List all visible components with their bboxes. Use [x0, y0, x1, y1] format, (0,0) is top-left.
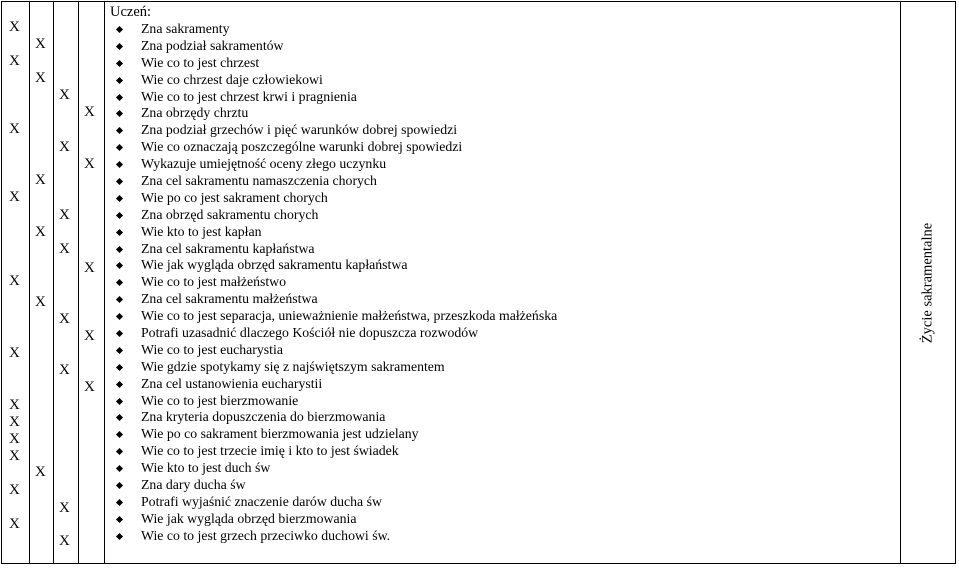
list-item-text: Wie co to jest małżeństwo: [141, 274, 287, 290]
diamond-bullet-icon: [116, 212, 123, 219]
x-mark: X: [9, 448, 20, 464]
column-divider: [29, 1, 30, 564]
diamond-bullet-icon: [116, 431, 123, 438]
diamond-bullet-icon: [116, 296, 123, 303]
list-item-text: Wie co to jest grzech przeciwko duchowi św.: [141, 527, 391, 543]
list-item-text: Zna podział grzechów i pięć warunków dobrej spowiedzi: [141, 122, 458, 138]
diamond-bullet-icon: [116, 533, 123, 540]
list-item: [110, 376, 900, 393]
x-mark: X: [59, 311, 70, 327]
list-item: [110, 325, 900, 342]
diamond-bullet-icon: [116, 229, 123, 236]
list-item: [110, 511, 900, 528]
list-item: [110, 409, 900, 426]
list-item: [110, 156, 900, 173]
list-item-text: Wie jak wygląda obrzęd sakramentu kapłaństwa: [141, 257, 408, 273]
diamond-bullet-icon: [116, 381, 123, 388]
list-item-text: Wie co to jest bierzmowanie: [141, 392, 299, 408]
list-item: [110, 173, 900, 190]
list-item: [110, 89, 900, 106]
x-mark: X: [9, 121, 20, 137]
list-item-text: Wie co to jest chrzest: [141, 54, 260, 70]
list-item-text: Wie co chrzest daje człowiekowi: [141, 71, 323, 87]
requirements-list: [110, 21, 900, 545]
list-item: [110, 122, 900, 139]
diamond-bullet-icon: [116, 195, 123, 202]
diamond-bullet-icon: [116, 43, 123, 50]
list-item-text: Wie po co sakrament bierzmowania jest udzielany: [141, 426, 419, 442]
section-label-cell: [900, 1, 956, 564]
x-mark: X: [59, 500, 70, 516]
x-mark: X: [84, 260, 95, 276]
list-item-text: Wie co to jest chrzest krwi i pragnienia: [141, 88, 357, 104]
diamond-bullet-icon: [116, 499, 123, 506]
diamond-bullet-icon: [116, 279, 123, 286]
diamond-bullet-icon: [116, 482, 123, 489]
x-mark: X: [9, 516, 20, 532]
list-item-text: Wie po co jest sakrament chorych: [141, 189, 328, 205]
list-item: [110, 342, 900, 359]
intro-label: Uczeń:: [110, 4, 152, 20]
list-item: [110, 274, 900, 291]
column-divider: [78, 1, 79, 564]
x-mark: X: [9, 345, 20, 361]
x-mark: X: [59, 241, 70, 257]
diamond-bullet-icon: [116, 77, 123, 84]
list-item: [110, 38, 900, 55]
diamond-bullet-icon: [116, 262, 123, 269]
list-item: [110, 207, 900, 224]
list-item: [110, 393, 900, 410]
diamond-bullet-icon: [116, 60, 123, 67]
list-item: [110, 190, 900, 207]
x-mark: X: [59, 139, 70, 155]
list-item: [110, 257, 900, 274]
x-mark: X: [9, 397, 20, 413]
x-mark: X: [9, 431, 20, 447]
list-item-text: Zna obrzędy chrztu: [141, 105, 249, 121]
diamond-bullet-icon: [116, 465, 123, 472]
list-item: [110, 460, 900, 477]
list-item: [110, 139, 900, 156]
x-mark: X: [35, 172, 46, 188]
requirements-cell: [110, 4, 900, 545]
section-label: Życie sakramentalne: [919, 222, 936, 343]
list-item-text: Zna cel sakramentu namaszczenia chorych: [141, 173, 377, 189]
list-item-text: Zna kryteria dopuszczenia do bierzmowania: [141, 409, 386, 425]
list-item-text: Wie co oznaczają poszczególne warunki dobrej spowiedzi: [141, 139, 463, 155]
diamond-bullet-icon: [116, 110, 123, 117]
diamond-bullet-icon: [116, 127, 123, 134]
list-item-text: Zna podział sakramentów: [141, 37, 284, 53]
list-item-text: Potrafi wyjaśnić znaczenie darów ducha św: [141, 493, 382, 509]
list-item: [110, 477, 900, 494]
list-item: [110, 494, 900, 511]
list-item: [110, 72, 900, 89]
diamond-bullet-icon: [116, 161, 123, 168]
diamond-bullet-icon: [116, 26, 123, 33]
list-item: [110, 443, 900, 460]
x-mark: X: [59, 207, 70, 223]
list-item-text: Zna cel sakramentu małżeństwa: [141, 291, 318, 307]
x-mark: X: [35, 224, 46, 240]
x-mark: X: [9, 482, 20, 498]
x-mark: X: [35, 294, 46, 310]
diamond-bullet-icon: [116, 516, 123, 523]
x-mark: X: [84, 379, 95, 395]
list-item: [110, 291, 900, 308]
diamond-bullet-icon: [116, 364, 123, 371]
diamond-bullet-icon: [116, 94, 123, 101]
list-item-text: Zna sakramenty: [141, 21, 230, 36]
list-item: [110, 241, 900, 258]
diamond-bullet-icon: [116, 398, 123, 405]
diamond-bullet-icon: [116, 313, 123, 320]
list-item-text: Potrafi uzasadnić dlaczego Kościół nie dopuszcza rozwodów: [141, 325, 479, 341]
list-item-text: Zna cel sakramentu kapłaństwa: [141, 240, 315, 256]
diamond-bullet-icon: [116, 246, 123, 253]
list-item-text: Wie co to jest eucharystia: [141, 341, 283, 357]
x-mark: X: [35, 36, 46, 52]
list-item-text: Wie co to jest separacja, unieważnienie małżeństwa, przeszkoda małżeńska: [141, 308, 558, 324]
list-item: [110, 426, 900, 443]
list-item-text: Wie kto to jest kapłan: [141, 223, 262, 239]
diamond-bullet-icon: [116, 144, 123, 151]
column-divider: [104, 1, 105, 564]
list-item: [110, 55, 900, 72]
list-item-text: Wie jak wygląda obrzęd bierzmowania: [141, 510, 357, 526]
list-item: [110, 528, 900, 545]
x-mark: X: [9, 189, 20, 205]
x-mark: X: [84, 104, 95, 120]
list-item-text: Wie gdzie spotykamy się z najświętszym sakramentem: [141, 358, 445, 374]
list-item-text: Zna obrzęd sakramentu chorych: [141, 206, 319, 222]
diamond-bullet-icon: [116, 414, 123, 421]
x-mark: X: [84, 328, 95, 344]
x-mark: X: [9, 273, 20, 289]
list-item-text: Wie kto to jest duch św: [141, 460, 271, 476]
list-item-text: Zna cel ustanowienia eucharystii: [141, 375, 323, 391]
list-item-text: Zna dary ducha św: [141, 477, 246, 493]
list-item-text: Wykazuje umiejętność oceny złego uczynku: [141, 156, 387, 172]
x-mark: X: [35, 464, 46, 480]
list-item: [110, 105, 900, 122]
diamond-bullet-icon: [116, 347, 123, 354]
diamond-bullet-icon: [116, 178, 123, 185]
x-mark: X: [9, 19, 20, 35]
column-divider: [53, 1, 54, 564]
x-mark: X: [59, 87, 70, 103]
diamond-bullet-icon: [116, 448, 123, 455]
list-item: [110, 308, 900, 325]
diamond-bullet-icon: [116, 330, 123, 337]
x-mark: X: [9, 414, 20, 430]
list-item: [110, 224, 900, 241]
x-mark: X: [59, 362, 70, 378]
x-mark: X: [84, 156, 95, 172]
x-mark: X: [35, 70, 46, 86]
list-item: [110, 21, 900, 38]
list-item: [110, 359, 900, 376]
x-mark: X: [9, 53, 20, 69]
x-mark: X: [59, 533, 70, 549]
list-item-text: Wie co to jest trzecie imię i kto to jest świadek: [141, 443, 399, 459]
